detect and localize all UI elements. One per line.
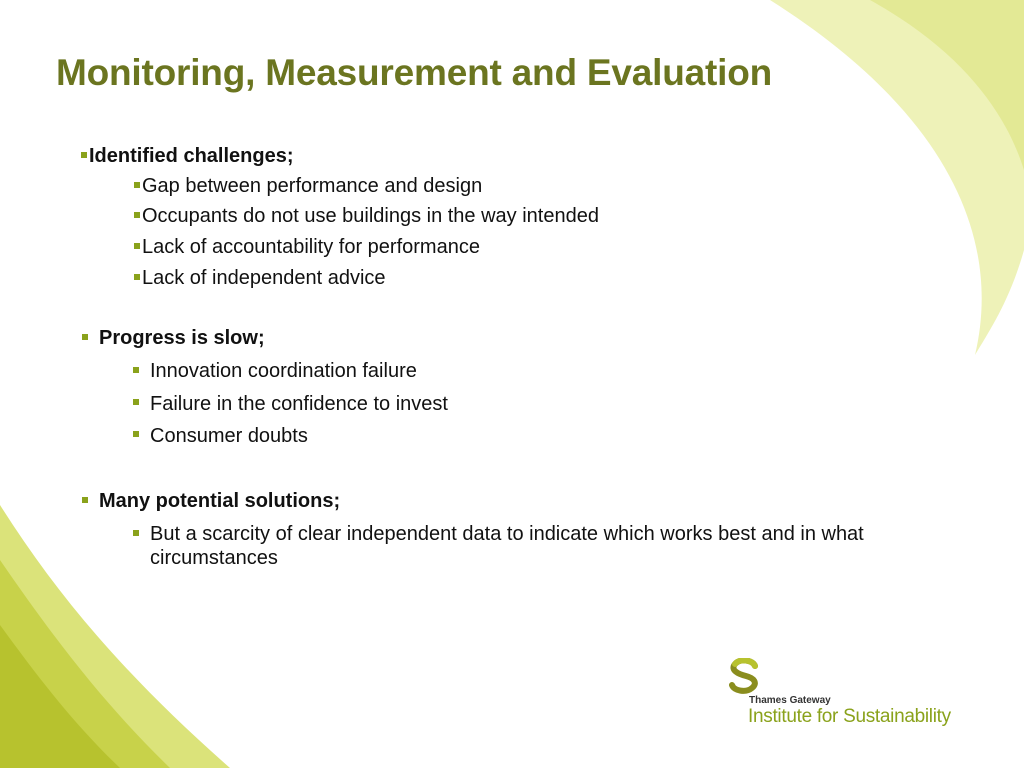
list-item: Lack of independent advice [142, 267, 386, 289]
bullet-marker [133, 431, 139, 437]
list-item: Consumer doubts [150, 425, 308, 447]
list-item: Innovation coordination failure [150, 360, 417, 382]
section-heading-progress: Progress is slow; [99, 327, 265, 349]
bullet-marker [82, 334, 88, 340]
logo-org-name: Thames Gateway [749, 695, 831, 706]
list-item: Gap between performance and design [142, 175, 483, 197]
bullet-marker [133, 399, 139, 405]
list-item: But a scarcity of clear independent data to indicate which works best and in what circumstances [150, 523, 864, 569]
bullet-marker [134, 182, 140, 188]
bullet-marker [81, 152, 87, 158]
bullet-marker [134, 243, 140, 249]
logo-institute-name: Institute for Sustainability [748, 706, 951, 727]
list-item: Failure in the confidence to invest [150, 393, 448, 415]
bullet-marker [134, 274, 140, 280]
list-item: Lack of accountability for performance [142, 236, 480, 258]
bullet-marker [133, 530, 139, 536]
bullet-marker [133, 367, 139, 373]
section-heading-challenges: Identified challenges; [89, 145, 294, 167]
logo-icon [726, 658, 766, 694]
list-item: Occupants do not use buildings in the way intended [142, 205, 599, 227]
bullet-marker [82, 497, 88, 503]
slide-title: Monitoring, Measurement and Evaluation [56, 52, 773, 93]
section-heading-solutions: Many potential solutions; [99, 490, 341, 512]
bullet-marker [134, 212, 140, 218]
